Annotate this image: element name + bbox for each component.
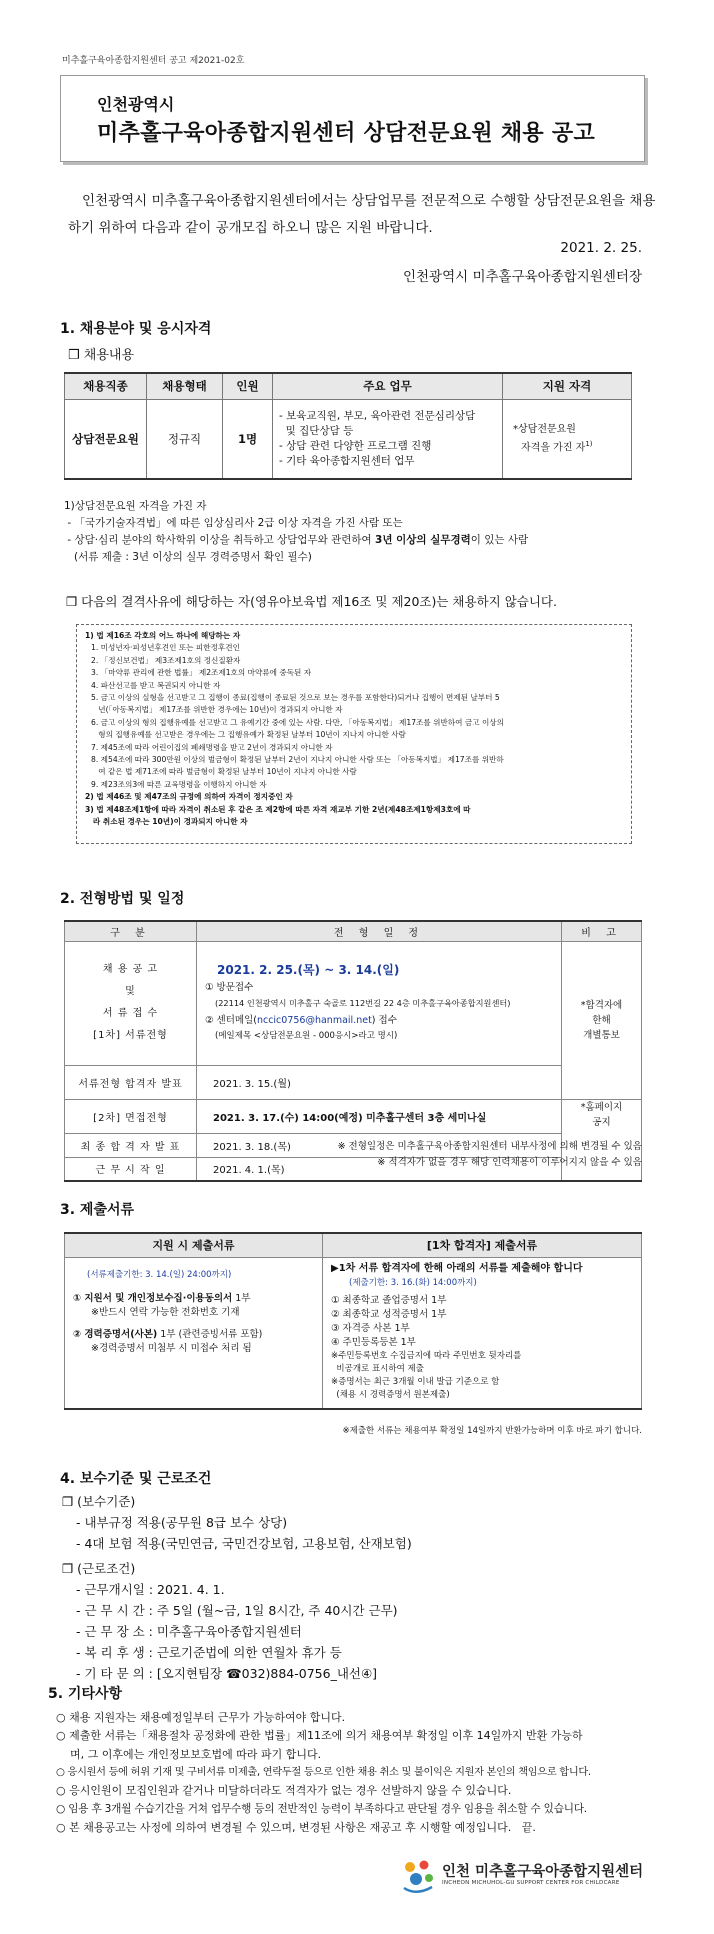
doc-count: 1부 [232,1292,251,1304]
pass-doc-item: ④ 주민등록등본 1부 [331,1336,416,1348]
notice-signer: 인천광역시 미추홀구육아종합지원센터장 [402,269,642,285]
recruit-table [64,372,632,480]
disq-item: 3. 「마약류 관리에 관한 법률」 제2조제1호의 마약류에 중독된 자 [91,668,312,678]
work-head: ❒ (근로조건) [62,1561,136,1576]
page-title: 미추홀구육아종합지원센터 상담전문요원 채용 공고 [97,121,596,146]
remark-line: *합격자에 [580,999,623,1011]
email-link[interactable]: nccic0756@hanmail.net [256,1015,372,1027]
label-line: 및 [125,986,136,997]
disq-item: 년(「아동복지법」 제17조를 위반한 경우에는 10년)이 경과되지 아니한 자 [91,705,343,715]
col-qual: 지원 자격 [503,373,632,399]
other-item: ○ 임용 후 3개월 수습기간을 거쳐 업무수행 등의 전반적인 능력이 부족하다고 판단될 경우 임용을 취소할 수 있습니다. [56,1803,587,1816]
doc-item: ① 지원서 및 개인정보수집·이용동의서 [73,1292,233,1304]
pay-line: - 4대 보험 적용(국민연금, 국민건강보험, 고용보험, 산재보험) [76,1536,412,1551]
col-pass-docs: [1차 합격자] 제출서류 [323,1233,642,1257]
qual-sup: 1) [585,439,593,448]
row4-label: 최 종 합 격 자 발 표 [65,1133,197,1157]
disq-item: 9. 제23조의3에 따른 교육명령을 이행하지 아니한 자 [91,779,267,789]
label-line: 서 류 접 수 [102,1008,159,1019]
pass-docs-cell [323,1257,642,1409]
pass-note: ※증명서는 최근 3개월 이내 발급 기준으로 함 [331,1376,500,1387]
cell-duty [273,399,503,479]
duty-line: - 상담 관련 다양한 프로그램 진행 [279,439,432,452]
remark-notify [562,941,642,1099]
disq-heading: 라 취소된 경우는 10년)이 경과되지 아니한 자 [85,817,248,827]
disq-item: 5. 금고 이상의 실형을 선고받고 그 집행이 종료(집행이 종료된 것으로 보는 경우를 포함한다)되거나 집행이 면제된 날부터 5 [91,693,500,703]
duty-line: 및 집단상담 등 [279,424,354,437]
disq-item: 형의 집행유예를 선고받은 경우에는 그 집행유예가 확정된 날부터 10년이 지나지 아니한 사람 [91,730,406,740]
intro-text: 인천광역시 미추홀구육아종합지원센터에서는 상담업무를 전문적으로 수행할 상담전문요원을 채용하기 위하여 다음과 같이 공개모집 하오니 많은 지원 바랍니다. [68,193,656,236]
center-address: (22114 인천광역시 미추홀구 숙골로 112번길 22 4층 미추홀구육아종합지원센터) [215,997,511,1008]
disq-item: 6. 금고 이상의 형의 집행유예를 선고받고 그 유예기간 중에 있는 사람. 다만, 「아동복지법」 제17조를 위반하여 금고 이상의 [91,717,504,727]
col-remark: 비 고 [562,921,642,941]
other-item: ○ 응시인원이 모집인원과 같거나 미달하더라도 적격자가 없는 경우 선발하지 않을 수 있습니다. [56,1784,512,1798]
mail-note: (메일제목 <상담전문요원 - 000응시>라고 명시) [215,1030,398,1041]
schedule-footnote-1: ※ 전형일정은 미추홀구육아종합지원센터 내부사정에 의해 변경될 수 있음 [337,1141,642,1152]
center-logo [398,1856,648,1896]
duty-line: - 보육교직원, 부모, 육아관련 전문심리상담 [279,409,476,422]
mail-apply: ② 센터메일( [205,1015,257,1027]
pass-docs-head: ▶1차 서류 합격자에 한해 아래의 서류를 제출해야 합니다 [331,1262,583,1274]
cell-qual [503,399,632,479]
pass-doc-item: ③ 자격증 사본 1부 [331,1322,410,1334]
title-box [60,75,645,162]
disq-item: 1. 미성년자·피성년후견인 또는 피한정후견인 [91,643,240,653]
pay-line: - 내부규정 적용(공무원 8급 보수 상당) [76,1515,288,1530]
notice-date: 2021. 2. 25. [560,240,642,256]
row5-label: 근 무 시 작 일 [65,1157,197,1181]
note-emphasis: 3년 이상의 실무경력 [375,534,471,546]
apply-period: 2021. 2. 25.(목) ~ 3. 14.(일) [217,962,400,977]
disq-heading: 1) 법 제16조 각호의 어느 하나에 해당하는 자 [85,631,241,640]
remark-line: *홈페이지 [580,1101,623,1113]
pass-doc-item: ① 최종학교 졸업증명서 1부 [331,1294,447,1306]
pay-head: ❒ (보수기준) [62,1494,136,1509]
disq-item: 8. 제54조에 따라 300만원 이상의 벌금형이 확정된 날부터 2년이 지나지 아니한 사람 또는 「아동복지법」 제17조를 위반하 [91,755,504,765]
section5-title: 5. 기타사항 [48,1686,123,1702]
col-schedule: 전 형 일 정 [197,921,562,941]
col-category: 구 분 [65,921,197,941]
qual-line: 자격을 가진 자 [521,441,586,453]
qualification-notes [64,498,664,566]
apply-docs-cell [65,1257,323,1409]
col-apply-docs: 지원 시 제출서류 [65,1233,323,1257]
pass-deadline: (제출기한: 3. 16.(화) 14:00까지) [349,1277,477,1288]
other-item: ○ 본 채용공고는 사정에 의하여 변경될 수 있으며, 변경된 사항은 재공고 후 시행할 예정입니다. 끝. [56,1820,536,1834]
col-count: 인원 [223,373,273,399]
schedule-footnote-2: ※ 적격자가 없을 경우 해당 인력채용이 이루어지지 않을 수 있음 [377,1157,642,1168]
doc-count: 1부 (관련증빙서류 포함) [157,1328,263,1340]
other-item: ○ 응시원서 등에 허위 기재 및 구비서류 미제출, 연락두절 등으로 인한 채용 취소 및 불이익은 지원자 본인의 책임으로 합니다. [56,1766,591,1778]
work-conditions [62,1558,398,1684]
other-item: ○ 채용 지원자는 채용예정일부터 근무가 가능하여야 합니다. [56,1711,346,1724]
cell-count: 1명 [223,399,273,479]
note-line: 이 있는 사람 [470,534,529,546]
other-item: 며, 그 이후에는 개인정보보호법에 따라 파기 합니다. [56,1747,322,1761]
section1-title: 1. 채용분야 및 응시자격 [60,321,212,337]
row1-label [65,941,197,1065]
logo-icon [398,1858,438,1894]
section3-title: 3. 제출서류 [60,1202,135,1218]
row2-date: 2021. 3. 15.(월) [197,1065,562,1099]
duty-line: - 기타 육아종합지원센터 업무 [279,454,415,467]
pass-doc-item: ② 최종학교 성적증명서 1부 [331,1308,447,1320]
disq-heading: 3) 법 제48조제1항에 따라 자격이 취소된 후 같은 조 제2항에 따른 자격 재교부 기한 2년(제48조제1항제3호에 따 [85,804,471,814]
mail-apply: ) 접수 [371,1015,397,1027]
other-item: ○ 제출한 서류는「채용절차 공정화에 관한 법률」제11조에 의거 채용여부 확정일 이후 14일까지 반환 가능하 [56,1729,583,1743]
notice-number: 미추홀구육아종합지원센터 공고 제2021-02호 [62,56,245,66]
disqualification-box [76,624,632,844]
work-line: - 근 무 시 간 : 주 5일 (월~금, 1일 8시간, 주 40시간 근무) [76,1603,398,1618]
doc-item: ② 경력증명서(사본) [73,1328,158,1340]
visit-apply: ① 방문접수 [205,982,254,994]
doc-note: ※반드시 연락 가능한 전화번호 기재 [91,1306,240,1318]
pay-standard [62,1491,412,1554]
remark-line: 한해 [592,1014,611,1026]
row4-date: 2021. 3. 18.(목) [197,1133,562,1157]
apply-deadline: (서류제출기한: 3. 14.(일) 24:00까지) [87,1269,232,1280]
disq-item: 여 같은 법 제71조에 따라 벌금형이 확정된 날부터 10년이 지나지 아니한 사람 [91,767,357,777]
disq-item: 2. 「정신보건법」 제3조제1호의 정신질환자 [91,655,241,665]
work-line: - 복 리 후 생 : 근로기준법에 의한 연월차 휴가 등 [76,1645,342,1660]
section4-title: 4. 보수기준 및 근로조건 [60,1471,212,1487]
pass-note: (채용 시 경력증명서 원본제출) [331,1389,450,1400]
work-line: - 근무개시일 : 2021. 4. 1. [76,1582,225,1597]
row3-date: 2021. 3. 17.(수) 14:00(예정) 미추홀구센터 3층 세미나실 [197,1099,562,1133]
col-job: 채용직종 [65,373,147,399]
disq-heading: 2) 법 제46조 및 제47조의 규정에 의하여 자격이 정지중인 자 [85,792,293,802]
documents-footnote: ※제출한 서류는 채용여부 확정일 14일까지 반환가능하며 이후 바로 파기 합니다. [342,1426,642,1436]
note-line: 1)상담전문요원 자격을 가진 자 [64,500,207,512]
other-notes [56,1709,656,1837]
pass-note: 비공개로 표시하여 제출 [331,1363,424,1374]
row2-label: 서류전형 합격자 발표 [65,1065,197,1099]
logo-sub: INCHEON MICHUHOL-GU SUPPORT CENTER FOR CHILDCARE [442,1880,620,1886]
row5-date: 2021. 4. 1.(목) [197,1157,562,1181]
logo-name: 인천 미추홀구육아종합지원센터 [442,1864,644,1880]
row3-label: [2차] 면접전형 [65,1099,197,1133]
disq-item: 7. 제45조에 따라 어린이집의 폐쇄명령을 받고 2년이 경과되지 아니한 자 [91,742,333,752]
remark-line: 개별통보 [583,1029,620,1041]
documents-table [64,1232,642,1410]
qual-line: *상담전문요원 [513,423,576,435]
work-line: - 기 타 문 의 : [오지현팀장 ☎032)884-0756_내선④] [76,1666,378,1681]
label-line: 채 용 공 고 [102,964,159,975]
title-org: 인천광역시 [97,95,175,114]
col-type: 채용형태 [147,373,223,399]
doc-note: ※경력증명서 미첨부 시 미접수 처리 됨 [91,1342,252,1354]
remark-line: 공지 [592,1116,611,1128]
row1-schedule [197,941,562,1065]
note-line: - 「국가기술자격법」에 따른 임상심리사 2급 이상 자격을 가진 사람 또는 [64,517,403,529]
disq-items [85,642,623,791]
section2-title: 2. 전형방법 및 일정 [60,891,185,907]
cell-type: 정규직 [147,399,223,479]
cell-job: 상담전문요원 [65,399,147,479]
col-duty: 주요 업무 [273,373,503,399]
section1-sub: ❒ 채용내용 [68,348,135,363]
pass-note: ※주민등록번호 수집금지에 따라 주민번호 뒷자리를 [331,1350,522,1361]
note-line: (서류 제출 : 3년 이상의 실무 경력증명서 확인 필수) [64,551,312,563]
pass-doc-notes [331,1350,633,1402]
work-line: - 근 무 장 소 : 미추홀구육아종합지원센터 [76,1624,302,1639]
note-line: - 상담·심리 분야의 학사학위 이상을 취득하고 상담업무와 관련하여 [64,534,376,546]
disqualification-title: ❒ 다음의 결격사유에 해당하는 자(영유아보육법 제16조 및 제20조)는 채용하지 않습니다. [66,594,557,609]
disq-item: 4. 파산선고를 받고 복권되지 아니한 자 [91,680,221,690]
label-line: [1차] 서류전형 [93,1030,168,1041]
